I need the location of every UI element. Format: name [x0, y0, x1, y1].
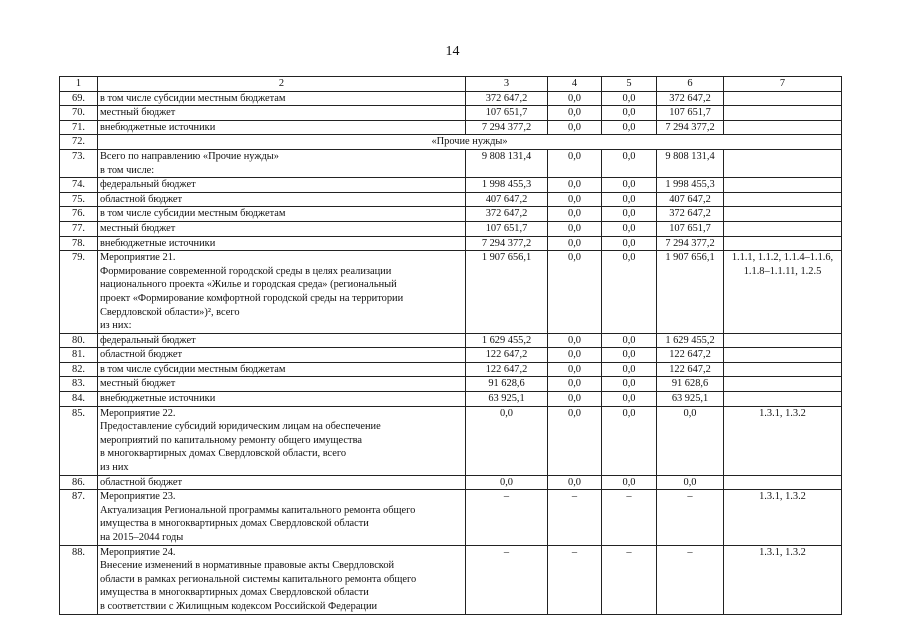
description-line: Свердловской области»)², всего — [100, 306, 240, 318]
row-number: 74. — [60, 178, 98, 193]
description-line: в том числе субсидии местным бюджетам — [100, 92, 286, 104]
header-cell: 1 — [60, 77, 98, 92]
value-total: 1 629 455,2 — [466, 333, 548, 348]
value-col-4: 0,0 — [548, 348, 602, 363]
description-line: в том числе субсидии местным бюджетам — [100, 208, 286, 220]
value-col-5: 0,0 — [602, 207, 657, 222]
value-col-6: 63 925,1 — [657, 392, 724, 407]
value-col-6: 1 629 455,2 — [657, 333, 724, 348]
header-cell: 6 — [657, 77, 724, 92]
value-col-4: 0,0 — [548, 377, 602, 392]
description-line: областной бюджет — [100, 349, 183, 361]
header-cell: 5 — [602, 77, 657, 92]
row-number: 83. — [60, 377, 98, 392]
description-line: Внесение изменений в нормативные правовые акты Свердловской — [100, 560, 395, 572]
value-col-4: 0,0 — [548, 251, 602, 334]
value-col-5: 0,0 — [602, 120, 657, 135]
value-col-4: 0,0 — [548, 149, 602, 177]
table-row — [60, 392, 842, 407]
row-number: 87. — [60, 490, 98, 545]
description-line: мероприятий по капитальному ремонту общего имущества — [100, 434, 362, 446]
row-description — [98, 251, 466, 334]
target-indicators — [724, 377, 842, 392]
table-row — [60, 545, 842, 614]
table-row — [60, 91, 842, 106]
value-col-4: 0,0 — [548, 120, 602, 135]
description-line: областной бюджет — [100, 193, 183, 205]
row-description — [98, 392, 466, 407]
header-cell: 7 — [724, 77, 842, 92]
row-description — [98, 178, 466, 193]
value-col-6: 372 647,2 — [657, 207, 724, 222]
row-number: 72. — [60, 135, 98, 150]
row-description — [98, 207, 466, 222]
table-row — [60, 192, 842, 207]
row-description — [98, 475, 466, 490]
description-line: Мероприятие 22. — [100, 407, 176, 419]
table-row — [60, 236, 842, 251]
value-col-5: – — [602, 490, 657, 545]
target-indicators: 1.3.1, 1.3.2 — [724, 490, 842, 545]
description-line: Мероприятие 24. — [100, 546, 176, 558]
value-col-5: 0,0 — [602, 348, 657, 363]
value-col-5: 0,0 — [602, 377, 657, 392]
table-row — [60, 149, 842, 177]
description-line: в том числе: — [100, 164, 155, 176]
target-indicators — [724, 392, 842, 407]
value-col-5: 0,0 — [602, 149, 657, 177]
description-line: внебюджетные источники — [100, 121, 216, 133]
row-number: 78. — [60, 236, 98, 251]
description-line: Формирование современной городской среды в целях реализации — [100, 265, 392, 277]
value-total: 0,0 — [466, 406, 548, 475]
value-col-6: 107 651,7 — [657, 221, 724, 236]
target-indicators — [724, 207, 842, 222]
description-line: Предоставление субсидий юридическим лицам на обеспечение — [100, 421, 381, 433]
row-number: 70. — [60, 106, 98, 121]
row-number: 76. — [60, 207, 98, 222]
target-indicators: 1.1.1, 1.1.2, 1.1.4–1.1.6, 1.1.8–1.1.11, 1.2.5 — [724, 251, 842, 334]
value-col-4: 0,0 — [548, 192, 602, 207]
value-total: 9 808 131,4 — [466, 149, 548, 177]
description-line: Актуализация Региональной программы капитального ремонта общего — [100, 504, 416, 516]
row-description — [98, 91, 466, 106]
row-number: 81. — [60, 348, 98, 363]
row-description — [98, 377, 466, 392]
page-number: 14 — [445, 44, 460, 59]
header-cell: 3 — [466, 77, 548, 92]
value-col-6: 0,0 — [657, 475, 724, 490]
description-line: местный бюджет — [100, 107, 176, 119]
row-description — [98, 236, 466, 251]
description-line: на 2015–2044 годы — [100, 532, 184, 543]
value-col-6: 1 907 656,1 — [657, 251, 724, 334]
value-col-5: 0,0 — [602, 178, 657, 193]
value-col-5: 0,0 — [602, 362, 657, 377]
target-indicators — [724, 475, 842, 490]
row-description — [98, 192, 466, 207]
value-col-6: 122 647,2 — [657, 362, 724, 377]
description-line: Мероприятие 23. — [100, 491, 176, 503]
value-col-5: 0,0 — [602, 392, 657, 407]
row-number: 77. — [60, 221, 98, 236]
description-line: имущества в многоквартирных домах Свердловской области — [100, 587, 369, 599]
row-number: 71. — [60, 120, 98, 135]
value-total: 107 651,7 — [466, 106, 548, 121]
table-row — [60, 106, 842, 121]
value-col-5: 0,0 — [602, 236, 657, 251]
description-line: местный бюджет — [100, 222, 176, 234]
target-indicators: 1.3.1, 1.3.2 — [724, 406, 842, 475]
value-col-5: 0,0 — [602, 106, 657, 121]
budget-table — [59, 76, 842, 615]
value-col-5: 0,0 — [602, 475, 657, 490]
table-row — [60, 406, 842, 475]
value-col-6: 91 628,6 — [657, 377, 724, 392]
table-row — [60, 178, 842, 193]
target-indicators — [724, 120, 842, 135]
table-row — [60, 348, 842, 363]
description-line: в том числе субсидии местным бюджетам — [100, 363, 286, 375]
row-description — [98, 362, 466, 377]
value-total: 372 647,2 — [466, 91, 548, 106]
description-line: национального проекта «Жилье и городская среда» (региональный — [100, 279, 397, 291]
target-indicators — [724, 362, 842, 377]
table-row — [60, 120, 842, 135]
value-col-6: – — [657, 545, 724, 614]
header-cell: 4 — [548, 77, 602, 92]
value-total: 7 294 377,2 — [466, 120, 548, 135]
row-number: 82. — [60, 362, 98, 377]
table-header-row — [60, 77, 842, 92]
row-number: 80. — [60, 333, 98, 348]
value-col-6: 7 294 377,2 — [657, 120, 724, 135]
value-total: 122 647,2 — [466, 362, 548, 377]
row-number: 79. — [60, 251, 98, 334]
description-line: Мероприятие 21. — [100, 252, 176, 264]
value-total: – — [466, 490, 548, 545]
description-line: проект «Формирование комфортной городской среды на территории — [100, 292, 404, 304]
target-indicators — [724, 192, 842, 207]
row-description — [98, 120, 466, 135]
table-row — [60, 475, 842, 490]
value-total: 107 651,7 — [466, 221, 548, 236]
target-indicators: 1.3.1, 1.3.2 — [724, 545, 842, 614]
value-col-5: 0,0 — [602, 333, 657, 348]
value-col-5: 0,0 — [602, 91, 657, 106]
description-line: Всего по направлению «Прочие нужды» — [100, 150, 279, 162]
value-col-4: 0,0 — [548, 91, 602, 106]
target-indicators — [724, 333, 842, 348]
header-cell: 2 — [98, 77, 466, 92]
value-col-5: 0,0 — [602, 221, 657, 236]
table-row — [60, 377, 842, 392]
value-col-4: 0,0 — [548, 207, 602, 222]
value-col-6: – — [657, 490, 724, 545]
description-line: в многоквартирных домах Свердловской области, всего — [100, 448, 347, 460]
value-col-6: 1 998 455,3 — [657, 178, 724, 193]
description-line: федеральный бюджет — [100, 179, 196, 191]
table-row — [60, 333, 842, 348]
value-col-5: 0,0 — [602, 251, 657, 334]
value-col-4: 0,0 — [548, 221, 602, 236]
value-total: – — [466, 545, 548, 614]
value-total: 1 907 656,1 — [466, 251, 548, 334]
row-number: 69. — [60, 91, 98, 106]
row-description — [98, 545, 466, 614]
description-line: федеральный бюджет — [100, 334, 196, 346]
target-indicators — [724, 178, 842, 193]
row-number: 88. — [60, 545, 98, 614]
value-col-6: 0,0 — [657, 406, 724, 475]
value-col-4: 0,0 — [548, 406, 602, 475]
target-indicators — [724, 221, 842, 236]
target-indicators — [724, 149, 842, 177]
value-total: 63 925,1 — [466, 392, 548, 407]
value-col-6: 407 647,2 — [657, 192, 724, 207]
value-total: 122 647,2 — [466, 348, 548, 363]
row-description — [98, 348, 466, 363]
target-indicators — [724, 236, 842, 251]
row-number: 73. — [60, 149, 98, 177]
value-col-5: 0,0 — [602, 406, 657, 475]
value-col-5: 0,0 — [602, 192, 657, 207]
value-col-4: 0,0 — [548, 475, 602, 490]
table-row — [60, 362, 842, 377]
table-row — [60, 490, 842, 545]
value-col-4: 0,0 — [548, 392, 602, 407]
description-line: в соответствии с Жилищным кодексом Российской Федерации — [100, 600, 378, 612]
value-col-6: 7 294 377,2 — [657, 236, 724, 251]
description-line: внебюджетные источники — [100, 393, 216, 405]
row-number: 85. — [60, 406, 98, 475]
row-number: 84. — [60, 392, 98, 407]
table-row — [60, 207, 842, 222]
description-line: областной бюджет — [100, 476, 183, 488]
section-title: «Прочие нужды» — [98, 135, 842, 150]
value-col-6: 372 647,2 — [657, 91, 724, 106]
value-col-5: – — [602, 545, 657, 614]
table-row — [60, 135, 842, 150]
description-line: внебюджетные источники — [100, 237, 216, 249]
value-col-6: 107 651,7 — [657, 106, 724, 121]
table-row — [60, 221, 842, 236]
target-indicators — [724, 348, 842, 363]
row-description — [98, 221, 466, 236]
value-col-4: 0,0 — [548, 362, 602, 377]
value-col-6: 122 647,2 — [657, 348, 724, 363]
row-description — [98, 333, 466, 348]
value-col-4: – — [548, 545, 602, 614]
target-indicators — [724, 106, 842, 121]
description-line: местный бюджет — [100, 378, 176, 390]
row-description — [98, 490, 466, 545]
value-col-4: – — [548, 490, 602, 545]
row-description — [98, 106, 466, 121]
description-line: имущества в многоквартирных домах Свердловской области — [100, 518, 369, 530]
value-total: 91 628,6 — [466, 377, 548, 392]
row-number: 86. — [60, 475, 98, 490]
value-total: 407 647,2 — [466, 192, 548, 207]
value-col-4: 0,0 — [548, 178, 602, 193]
row-description — [98, 406, 466, 475]
description-line: из них: — [100, 320, 132, 332]
description-line: из них — [100, 462, 129, 474]
value-col-6: 9 808 131,4 — [657, 149, 724, 177]
value-col-4: 0,0 — [548, 106, 602, 121]
value-col-4: 0,0 — [548, 236, 602, 251]
value-total: 7 294 377,2 — [466, 236, 548, 251]
value-total: 0,0 — [466, 475, 548, 490]
description-line: области в рамках региональной системы капитального ремонта общего — [100, 573, 417, 585]
row-description — [98, 149, 466, 177]
value-total: 372 647,2 — [466, 207, 548, 222]
value-col-4: 0,0 — [548, 333, 602, 348]
row-number: 75. — [60, 192, 98, 207]
value-total: 1 998 455,3 — [466, 178, 548, 193]
table-row — [60, 251, 842, 334]
target-indicators — [724, 91, 842, 106]
